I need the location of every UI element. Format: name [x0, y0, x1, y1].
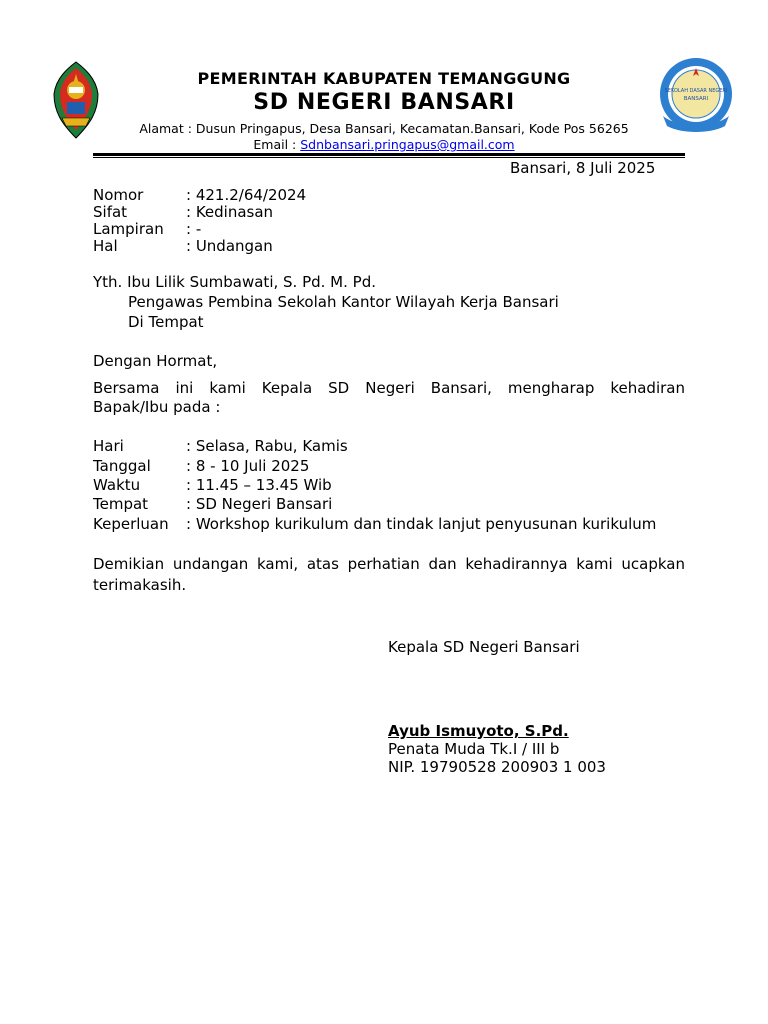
recipient-name: Yth. Ibu Lilik Sumbawati, S. Pd. M. Pd. — [93, 273, 376, 291]
letterhead-rule-thick — [93, 153, 685, 156]
svg-text:BANSARI: BANSARI — [683, 96, 709, 102]
email-label: Email : — [253, 137, 301, 152]
email-link[interactable]: Sdnbansari.pringapus@gmail.com — [300, 137, 515, 152]
detail-label-keperluan: Keperluan — [93, 515, 169, 533]
detail-value-hari: : Selasa, Rabu, Kamis — [186, 437, 348, 455]
letter-date: Bansari, 8 Juli 2025 — [510, 159, 656, 177]
school-name-heading: SD NEGERI BANSARI — [253, 90, 515, 115]
meta-value-sifat: : Kedinasan — [186, 203, 274, 221]
recipient-position: Pengawas Pembina Sekolah Kantor Wilayah Kerja Bansari — [128, 293, 559, 311]
signature-nip: NIP. 19790528 200903 1 003 — [388, 758, 606, 776]
signature-rank: Penata Muda Tk.I / III b — [388, 740, 560, 758]
letterhead-rule-thin — [93, 157, 685, 158]
government-heading: PEMERINTAH KABUPATEN TEMANGGUNG — [197, 69, 571, 88]
detail-label-tempat: Tempat — [93, 495, 149, 513]
detail-value-keperluan: : Workshop kurikulum dan tindak lanjut penyusunan kurikulum — [186, 515, 657, 533]
meta-label-sifat: Sifat — [93, 203, 128, 221]
svg-text:SEKOLAH DASAR NEGERI: SEKOLAH DASAR NEGERI — [664, 88, 728, 94]
signature-name: Ayub Ismuyoto, S.Pd. — [388, 722, 569, 740]
school-address: Alamat : Dusun Pringapus, Desa Bansari, Kecamatan.Bansari, Kode Pos 56265 — [139, 121, 629, 136]
intro-line-1: Bersama ini kami Kepala SD Negeri Bansari, mengharap kehadiran — [93, 379, 685, 397]
meta-label-hal: Hal — [93, 237, 118, 255]
detail-value-tempat: : SD Negeri Bansari — [186, 495, 333, 513]
meta-value-lampiran: : - — [186, 220, 202, 238]
school-email-line — [0, 137, 768, 152]
detail-value-waktu: : 11.45 – 13.45 Wib — [186, 476, 332, 494]
detail-value-tanggal: : 8 - 10 Juli 2025 — [186, 457, 310, 475]
detail-label-tanggal: Tanggal — [93, 457, 151, 475]
meta-value-hal: : Undangan — [186, 237, 273, 255]
detail-label-hari: Hari — [93, 437, 124, 455]
meta-label-nomor: Nomor — [93, 186, 144, 204]
salutation: Dengan Hormat, — [93, 352, 218, 370]
signature-title: Kepala SD Negeri Bansari — [388, 638, 580, 656]
meta-value-nomor: : 421.2/64/2024 — [186, 186, 307, 204]
intro-line-2: Bapak/Ibu pada : — [93, 398, 221, 416]
detail-label-waktu: Waktu — [93, 476, 141, 494]
closing-line-2: terimakasih. — [93, 576, 187, 594]
recipient-place: Di Tempat — [128, 313, 204, 331]
meta-label-lampiran: Lampiran — [93, 220, 164, 238]
closing-line-1: Demikian undangan kami, atas perhatian dan kehadirannya kami ucapkan — [93, 555, 685, 573]
